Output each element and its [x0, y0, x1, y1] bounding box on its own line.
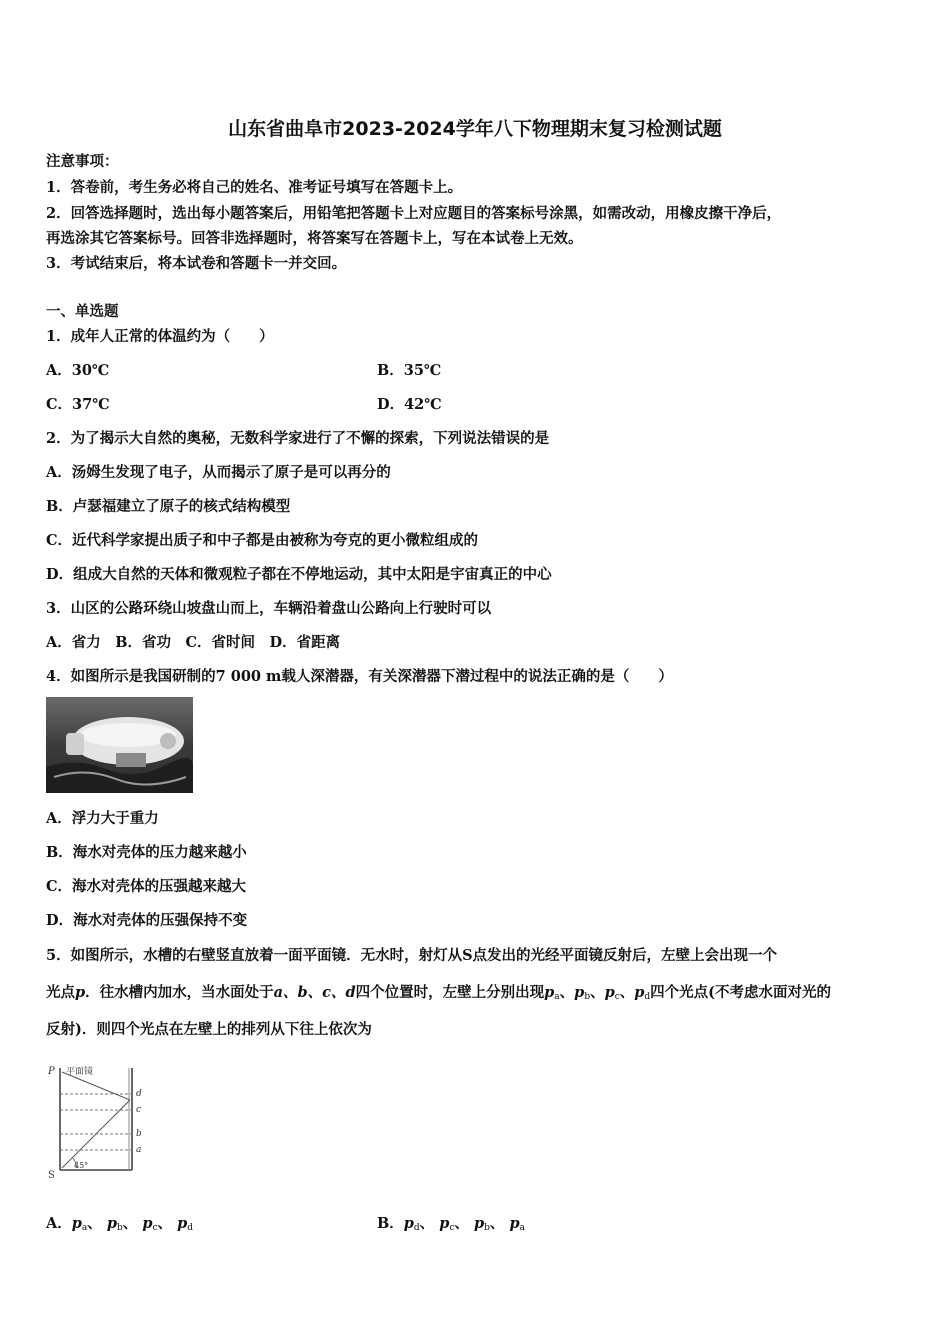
q1-option-a: A．30℃ [46, 362, 110, 379]
q2-option-b: B．卢瑟福建立了原子的核式结构模型 [46, 498, 291, 515]
q4-option-d: D．海水对壳体的压强保持不变 [46, 912, 248, 929]
mirror-label: 平面镜 [66, 1067, 94, 1077]
notice-item: 再选涂其它答案标号。回答非选择题时，将答案写在答题卡上，写在本试卷上无效。 [46, 230, 583, 247]
q5-option-a: A．$p_a$、 $p_b$、 $p_c$、 $p_d$ [46, 1215, 193, 1233]
q5-option-b: B．$p_d$、 $p_c$、 $p_b$、 $p_a$ [377, 1215, 525, 1233]
q3-options: A．省力 B．省功 C．省时间 D．省距离 [46, 634, 341, 651]
q2-stem: 2．为了揭示大自然的奥秘，无数科学家进行了不懈的探索，下列说法错误的是 [46, 430, 550, 447]
level-c-label: c [136, 1105, 142, 1115]
q3-stem: 3．山区的公路环绕山坡盘山而上，车辆沿着盘山公路向上行驶时可以 [46, 600, 492, 617]
q2-option-d: D．组成大自然的天体和微观粒子都在不停地运动，其中太阳是宇宙真正的中心 [46, 566, 552, 583]
q5-stem-line3: 反射)．则四个光点在左壁上的排列从下往上依次为 [46, 1021, 372, 1038]
q1-option-b: B．35℃ [377, 362, 442, 379]
level-d-label: d [136, 1089, 142, 1099]
notice-item: 3．考试结束后，将本试卷和答题卡一并交回。 [46, 255, 347, 272]
page-title: 山东省曲阜市2023-2024学年八下物理期末复习检测试题 [228, 118, 722, 140]
q5-stem-line1: 5．如图所示，水槽的右壁竖直放着一面平面镜．无水时，射灯从S点发出的光经平面镜反射后，左壁上会出现一个 [46, 947, 778, 964]
water-tank-diagram [46, 1060, 156, 1180]
point-p-label: P [48, 1066, 55, 1077]
q5-stem-line2: 光点p．往水槽内加水，当水面处于a、b、c、d四个位置时，左壁上分别出现$p_a$、$p_b$、$p_c$、$p_d$四个光点(不考虑水面对光的 [46, 984, 832, 1002]
angle-label: 45° [74, 1161, 89, 1170]
submersible-photo [46, 697, 193, 793]
point-s-label: S [48, 1170, 55, 1180]
level-b-label: b [136, 1129, 142, 1139]
q4-stem: 4．如图所示是我国研制的7 000 m载人深潜器，有关深潜器下潜过程中的说法正确的是（ ） [46, 668, 673, 685]
level-a-label: a [136, 1145, 142, 1155]
q4-option-c: C．海水对壳体的压强越来越大 [46, 878, 247, 895]
notice-heading: 注意事项： [46, 153, 119, 170]
q4-option-a: A．浮力大于重力 [46, 810, 159, 827]
q1-stem: 1．成年人正常的体温约为（ ） [46, 328, 274, 345]
q2-option-c: C．近代科学家提出质子和中子都是由被称为夸克的更小微粒组成的 [46, 532, 479, 549]
notice-item: 2．回答选择题时，选出每小题答案后，用铅笔把答题卡上对应题目的答案标号涂黑，如需改动，用橡皮擦干净后， [46, 205, 782, 222]
notice-item: 1．答卷前，考生务必将自己的姓名、准考证号填写在答题卡上。 [46, 179, 463, 196]
section-heading: 一、单选题 [46, 303, 119, 320]
q2-option-a: A．汤姆生发现了电子，从而揭示了原子是可以再分的 [46, 464, 391, 481]
q1-option-d: D．42℃ [377, 396, 442, 413]
q1-option-c: C．37℃ [46, 396, 110, 413]
q5-light-points: $p_a$、$p_b$、$p_c$、$p_d$ [544, 984, 651, 1002]
q4-option-b: B．海水对壳体的压力越来越小 [46, 844, 247, 861]
